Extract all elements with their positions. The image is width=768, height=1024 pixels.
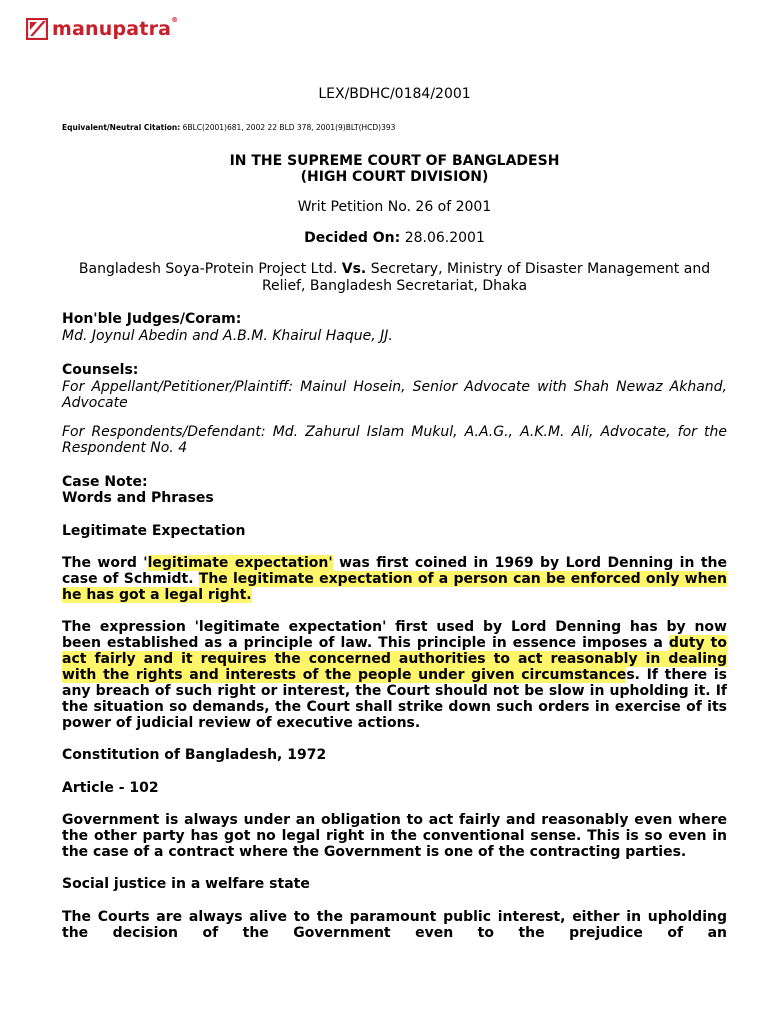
counsels-label: Counsels: xyxy=(62,362,139,378)
words-phrases-heading: Words and Phrases xyxy=(62,490,214,506)
legitimate-expectation-heading: Legitimate Expectation xyxy=(62,522,246,539)
highlight: The legitimate expectation of a person can be enforced only when he has got a legal right. xyxy=(62,571,727,603)
decided-on: Decided On: 28.06.2001 xyxy=(304,229,485,246)
judges: Md. Joynul Abedin and A.B.M. Khairul Haque, JJ. xyxy=(62,327,393,344)
court-title: IN THE SUPREME COURT OF BANGLADESH (HIGH COURT DIVISION) xyxy=(229,153,560,185)
counsel-respondent: For Respondents/Defendant: Md. Zahurul Islam Mukul, A.A.G., A.K.M. Ali, Advocate, for the Respondent No. 4 xyxy=(62,423,727,456)
paragraph-principle-of-law: The expression 'legitimate expectation' first used by Lord Denning has by now been established as a principle of law. This principle in essence imposes a duty to act fairly and it requires the concerned authorities to act reasonably in dealing with the rights and interests of the people under given circumstances. If there is any breach of such right or interest, the Court should not be slow in upholding it. If the situation so demands, the Court shall strike down such orders in exercise of its power of judicial review of executive actions. xyxy=(62,619,727,731)
highlight: legitimate expectation' xyxy=(147,555,333,571)
manupatra-logo xyxy=(26,18,178,40)
judges-label: Hon'ble Judges/Coram: xyxy=(62,311,242,327)
highlight: duty to act fairly and it requires the concerned authorities to act reasonably in dealing with the rights and interests of the people under given circumstance xyxy=(62,635,727,683)
paragraph-public-interest: The Courts are always alive to the paramount public interest, either in upholding the decision of the Government even to the prejudice of an xyxy=(62,908,727,941)
document-body xyxy=(62,86,727,941)
paragraph-legitimate-expectation: The word 'legitimate expectation' was first coined in 1969 by Lord Denning in the case of Schmidt. The legitimate expectation of a person can be enforced only when he has got a legal right. xyxy=(62,555,728,603)
social-justice-heading: Social justice in a welfare state xyxy=(62,876,310,892)
constitution-heading: Constitution of Bangladesh, 1972 xyxy=(62,747,327,763)
counsel-petitioner: For Appellant/Petitioner/Plaintiff: Mainul Hosein, Senior Advocate with Shah Newaz Akhand, Advocate xyxy=(62,378,727,411)
article-heading: Article - 102 xyxy=(62,779,159,796)
equivalent-citation: Equivalent/Neutral Citation: 6BLC(2001)681, 2002 22 BLD 378, 2001(9)BLT(HCD)393 xyxy=(62,122,396,132)
logo-text: manupatra® xyxy=(52,16,179,40)
parties: Bangladesh Soya-Protein Project Ltd. Vs. Secretary, Ministry of Disaster Management and Relief, Bangladesh Secretariat, Dhaka xyxy=(78,261,711,294)
manupatra-mark-icon xyxy=(26,18,48,40)
case-note-label: Case Note: xyxy=(62,473,148,490)
paragraph-government-obligation: Government is always under an obligation to act fairly and reasonably even where the other party has got no legal right in the conventional sense. This is so even in the case of a contract where the Government is one of the contracting parties. xyxy=(62,812,727,860)
lex-reference: LEX/BDHC/0184/2001 xyxy=(318,86,471,102)
writ-petition: Writ Petition No. 26 of 2001 xyxy=(297,199,492,215)
